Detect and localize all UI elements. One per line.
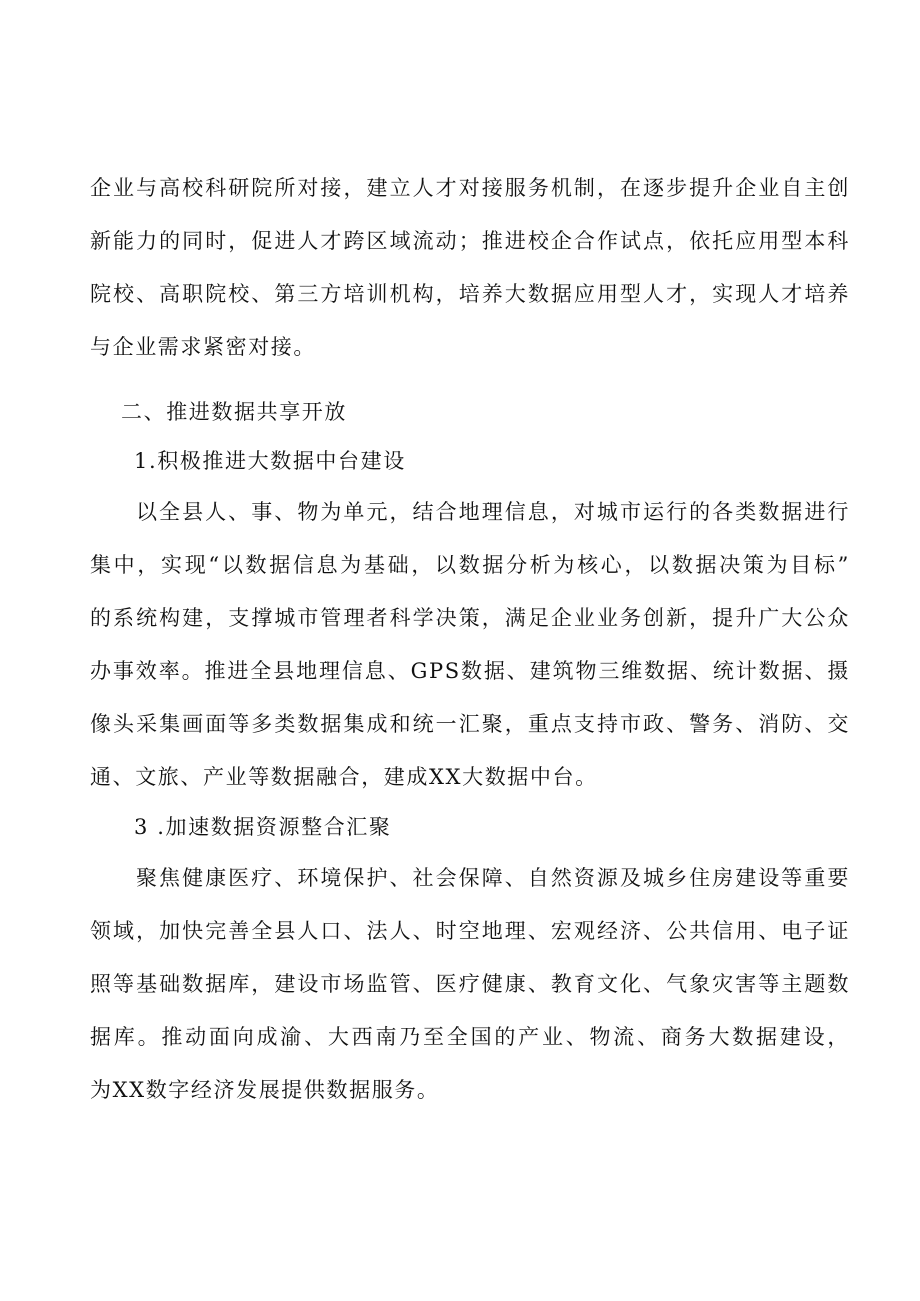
paragraph-3-line-2: 领域，加快完善全县人口、法人、时空地理、宏观经济、公共信用、电子证 [90,919,850,943]
paragraph-3-line-4: 据库。推动面向成渝、大西南乃至全国的产业、物流、商务大数据建设， [90,1025,850,1049]
paragraph-2-line-2: 集中，实现“以数据信息为基础，以数据分析为核心，以数据决策为目标” [90,553,850,577]
paragraph-3-line-5: 为XX数字经济发展提供数据服务。 [90,1078,440,1102]
paragraph-1-line-2: 新能力的同时，促进人才跨区域流动；推进校企合作试点，依托应用型本科 [90,229,850,253]
paragraph-2-line-3: 的系统构建，支撑城市管理者科学决策，满足企业业务创新，提升广大公众 [90,606,850,630]
paragraph-1-line-4: 与企业需求紧密对接。 [90,335,316,359]
paragraph-1-line-3: 院校、高职院校、第三方培训机构，培养大数据应用型人才，实现人才培养 [90,282,850,306]
paragraph-2-line-5: 像头采集画面等多类数据集成和统一汇聚，重点支持市政、警务、消防、交 [90,712,850,736]
subheading-3: 3 .加速数据资源整合汇聚 [134,815,392,839]
paragraph-3-line-1: 聚焦健康医疗、环境保护、社会保障、自然资源及城乡住房建设等重要 [136,866,850,890]
paragraph-1-line-1: 企业与高校科研院所对接，建立人才对接服务机制，在逐步提升企业自主创 [90,176,850,200]
paragraph-3-line-3: 照等基础数据库，建设市场监管、医疗健康、教育文化、气象灾害等主题数 [90,972,850,996]
subheading-1: 1.积极推进大数据中台建设 [134,449,406,473]
section-heading: 二、推进数据共享开放 [121,400,347,424]
paragraph-2-line-4: 办事效率。推进全县地理信息、GPS数据、建筑物三维数据、统计数据、摄 [90,659,850,683]
paragraph-2-line-1: 以全县人、事、物为单元，结合地理信息，对城市运行的各类数据进行 [136,500,850,524]
paragraph-2-line-6: 通、文旅、产业等数据融合，建成XX大数据中台。 [90,765,598,789]
